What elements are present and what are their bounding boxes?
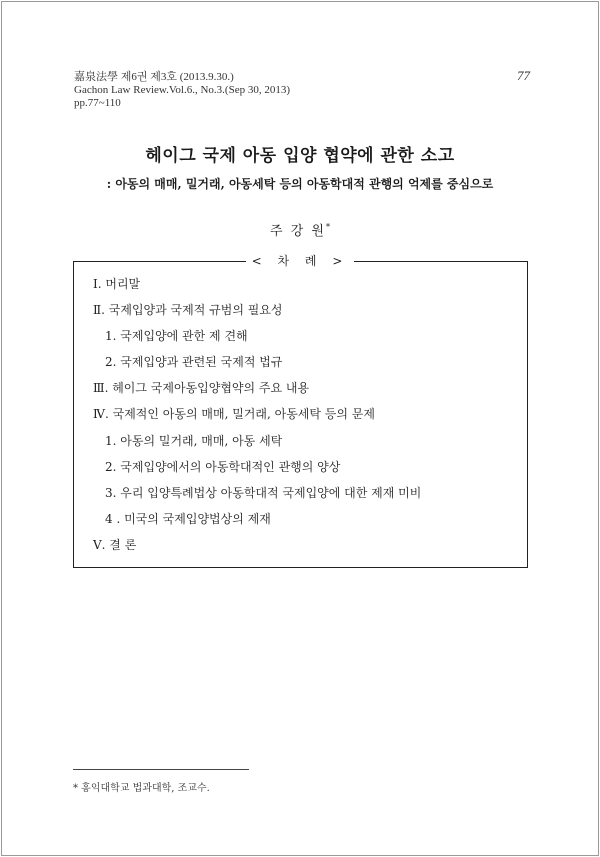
toc-item: Ⅳ. 국제적인 아동의 매매, 밀거래, 아동세탁 등의 문제 — [93, 407, 375, 422]
toc-heading — [0, 252, 600, 270]
journal-citation-cjk: 嘉泉法學 제6권 제3호 (2013.9.30.) — [74, 71, 234, 83]
journal-citation-en: Gachon Law Review.Vol.6., No.3.(Sep 30, 2013) — [74, 84, 290, 96]
paper-subtitle: : 아동의 매매, 밀거래, 아동세탁 등의 아동학대적 관행의 억제를 중심으로 — [106, 177, 494, 191]
page-range: pp.77~110 — [74, 97, 121, 109]
toc-subitem: 1. 국제입양에 관한 제 견해 — [105, 329, 248, 344]
page-number: 77 — [517, 68, 530, 83]
toc-subitem: 2. 국제입양과 관련된 국제적 법규 — [105, 355, 283, 370]
author-footnote-mark: * — [325, 222, 330, 232]
toc-subitem: 3. 우리 입양특례법상 아동학대적 국제입양에 대한 제재 미비 — [105, 485, 422, 500]
author-affiliation-footnote: * 홍익대학교 법과대학, 조교수. — [73, 783, 210, 794]
journal-header — [74, 71, 290, 110]
toc-subitem: 4 . 미국의 국제입양법상의 제재 — [105, 511, 271, 526]
toc-item: Ⅴ. 결 론 — [93, 537, 137, 552]
toc-heading-left-bracket: < — [251, 254, 268, 268]
toc-list — [93, 276, 421, 563]
paper-title: 헤이그 국제 아동 입양 협약에 관한 소고 — [145, 146, 455, 166]
toc-item: Ⅲ. 헤이그 국제아동입양협약의 주요 내용 — [93, 381, 310, 396]
toc-item: Ⅱ. 국제입양과 국제적 규범의 필요성 — [93, 303, 283, 318]
author-line — [0, 220, 600, 239]
toc-item: Ⅰ. 머리말 — [93, 277, 141, 291]
author-name: 주 강 원 — [270, 224, 326, 239]
footnote-divider — [73, 769, 249, 770]
toc-subitem: 2. 국제입양에서의 아동학대적인 관행의 양상 — [105, 459, 341, 474]
toc-subitem: 1. 아동의 밀거래, 매매, 아동 세탁 — [105, 433, 283, 448]
toc-heading-label: 차 례 — [277, 254, 323, 268]
toc-heading-right-bracket: > — [332, 254, 349, 268]
toc-heading-label-wrap — [246, 254, 355, 268]
